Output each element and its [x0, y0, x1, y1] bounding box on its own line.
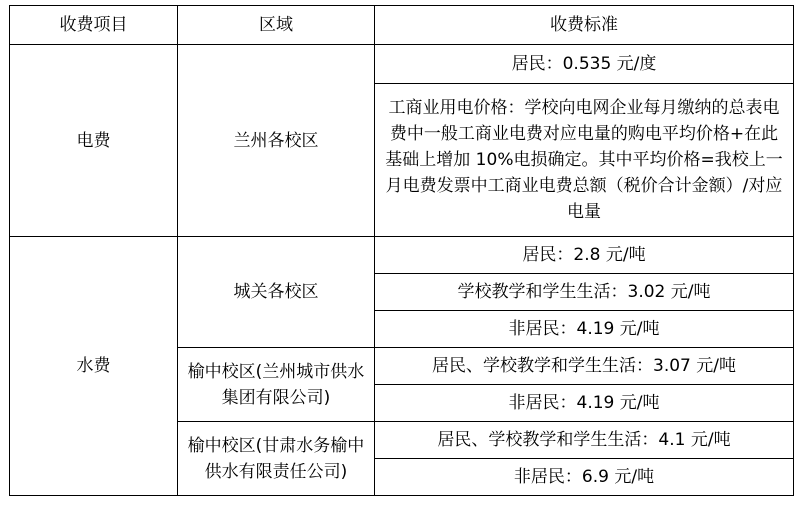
- yuzhong-gansu-nonresidential-cell: 非居民：6.9 元/吨: [375, 459, 794, 496]
- header-item: 收费项目: [10, 6, 178, 45]
- chengguan-nonresidential-cell: 非居民：4.19 元/吨: [375, 311, 794, 348]
- electricity-item-cell: 电费: [10, 45, 178, 237]
- electricity-commercial-cell: 工商业用电价格：学校向电网企业每月缴纳的总表电费中一般工商业电费对应电量的购电平均价格+在此基础上增加 10%电损确定。其中平均价格=我校上一月电费发票中工商业电费总额（税价合计金额）/对应电量: [375, 84, 794, 237]
- yuzhong-gansu-residential-school-cell: 居民、学校教学和学生生活：4.1 元/吨: [375, 422, 794, 459]
- yuzhong-lanzhou-area-cell: 榆中校区(兰州城市供水集团有限公司): [178, 348, 375, 422]
- header-area: 区域: [178, 6, 375, 45]
- yuzhong-gansu-area-cell: 榆中校区(甘肃水务榆中供水有限责任公司): [178, 422, 375, 496]
- yuzhong-lanzhou-residential-school-cell: 居民、学校教学和学生生活：3.07 元/吨: [375, 348, 794, 385]
- electricity-residential-cell: 居民：0.535 元/度: [375, 45, 794, 84]
- chengguan-area-cell: 城关各校区: [178, 237, 375, 348]
- fee-table: [9, 5, 794, 496]
- chengguan-residential-cell: 居民：2.8 元/吨: [375, 237, 794, 274]
- header-row: [10, 6, 794, 45]
- table-row: [10, 45, 794, 84]
- yuzhong-lanzhou-nonresidential-cell: 非居民：4.19 元/吨: [375, 385, 794, 422]
- electricity-area-cell: 兰州各校区: [178, 45, 375, 237]
- chengguan-school-cell: 学校教学和学生生活：3.02 元/吨: [375, 274, 794, 311]
- water-item-cell: 水费: [10, 237, 178, 496]
- table-row: [10, 237, 794, 274]
- header-standard: 收费标准: [375, 6, 794, 45]
